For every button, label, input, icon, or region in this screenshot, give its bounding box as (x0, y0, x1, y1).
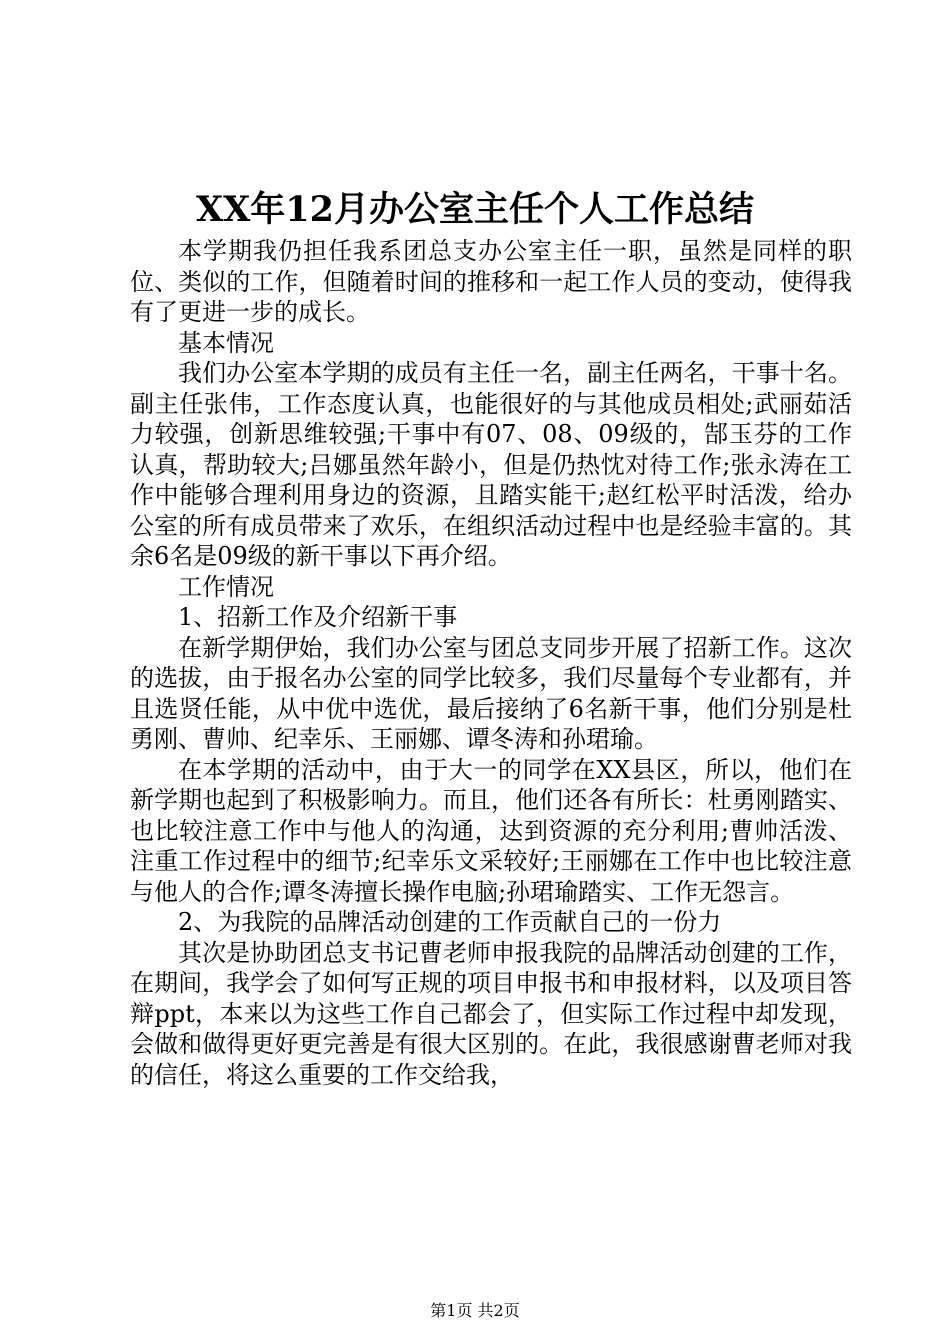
paragraph-recruitment: 在新学期伊始，我们办公室与团总支同步开展了招新工作。这次的选拔，由于报名办公室的同学比较多，我们尽量每个专业都有，并且选贤任能，从中优中选优，最后接纳了6名新干事，他们分别是杜勇刚、曹帅、纪幸乐、王丽娜、谭冬涛和孙珺瑜。 (130, 633, 852, 753)
page-number-footer: 第1页 共2页 (430, 1301, 520, 1320)
subheading-recruitment: 1、招新工作及介绍新干事 (178, 603, 458, 631)
paragraph-members: 我们办公室本学期的成员有主任一名，副主任两名，干事十名。副主任张伟，工作态度认真，也能很好的与其他成员相处;武丽茹活力较强，创新思维较强;干事中有07、08、09级的，郜玉芬的工作认真，帮助较大;吕娜虽然年龄小，但是仍热忱对待工作;张永涛在工作中能够合理利用身边的资源，且踏实能干;赵红松平时活泼，给办公室的所有成员带来了欢乐，在组织活动过程中也是经验丰富的。其余6名是09级的新干事以下再介绍。 (130, 359, 852, 570)
document-title: XX年12月办公室主任个人工作总结 (195, 189, 755, 230)
paragraph-intro: 本学期我仍担任我系团总支办公室主任一职，虽然是同样的职位、类似的工作，但随着时间的推移和一起工作人员的变动，使得我有了更进一步的成长。 (130, 237, 852, 326)
heading-basic-situation: 基本情况 (178, 328, 274, 357)
subheading-brand-activity: 2、为我院的品牌活动创建的工作贡献自己的一份力 (178, 908, 722, 936)
heading-work-situation: 工作情况 (178, 572, 274, 601)
document-body (130, 236, 852, 1090)
paragraph-brand-activity: 其次是协助团总支书记曹老师申报我院的品牌活动创建的工作，在期间，我学会了如何写正规的项目申报书和申报材料，以及项目答辩ppt，本来以为这些工作自己都会了，但实际工作过程中却发现，会做和做得更好更完善是有很大区别的。在此，我很感谢曹老师对我的信任，将这么重要的工作交给我， (130, 938, 852, 1089)
paragraph-new-members: 在本学期的活动中，由于大一的同学在XX县区，所以，他们在新学期也起到了积极影响力。而且，他们还各有所长：杜勇刚踏实、也比较注意工作中与他人的沟通，达到资源的充分利用;曹帅活泼、注重工作过程中的细节;纪幸乐文采较好;王丽娜在工作中也比较注意与他人的合作;谭冬涛擅长操作电脑;孙珺瑜踏实、工作无怨言。 (130, 755, 852, 906)
